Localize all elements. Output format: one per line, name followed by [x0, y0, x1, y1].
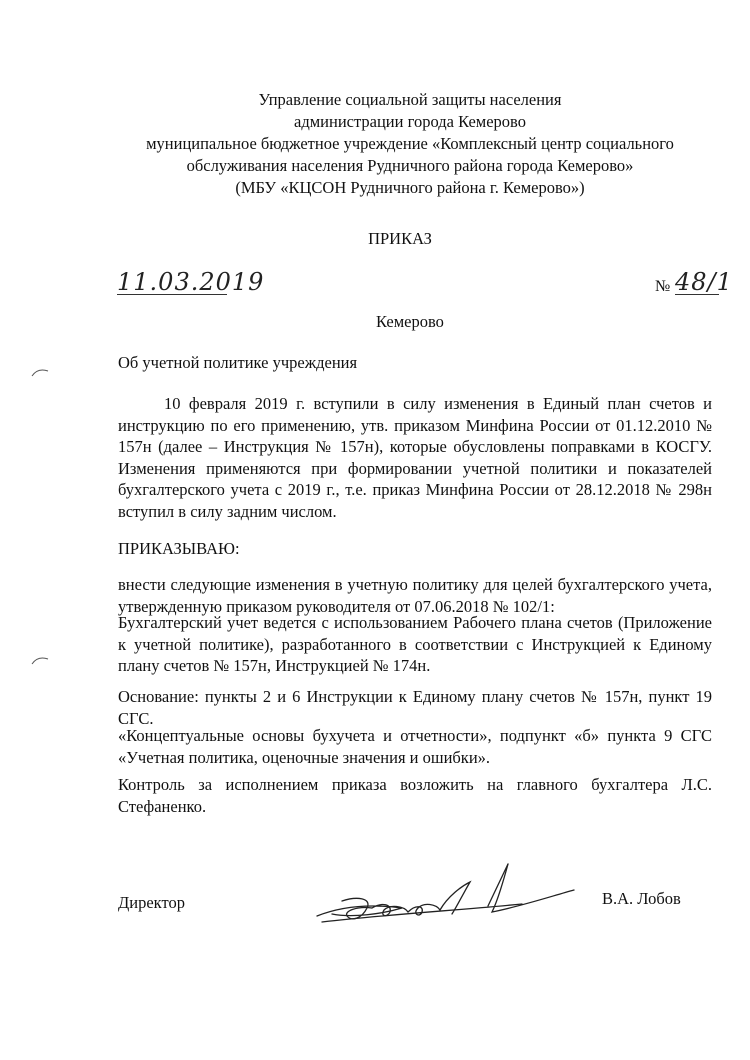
paragraph-changes: внести следующие изменения в учетную политику для целей бухгалтерского учета, утвержденную приказом руководителя от 07.06.2018 № 102/1:	[118, 575, 712, 616]
paragraph-control: Контроль за исполнением приказа возложить на главного бухгалтера Л.С. Стефаненко.	[118, 775, 712, 816]
signatory-name: В.А. Лобов	[602, 889, 681, 908]
paragraph-basis: Основание: пункты 2 и 6 Инструкции к Единому плану счетов № 157н, пункт 19 СГС.	[118, 687, 712, 728]
date-underline	[117, 294, 227, 295]
header-line-1: Управление социальной защиты населения	[258, 90, 562, 109]
document-title: ПРИКАЗ	[368, 229, 432, 248]
order-date-field	[117, 268, 265, 296]
paragraph-chart-of-accounts: Бухгалтерский учет ведется с использованием Рабочего плана счетов (Приложение к учетной политике), разработанного в соответствии с Инструкцией к Единому плану счетов № 157н, Инструкцией № 174н.	[118, 613, 712, 675]
scan-edge-mark	[30, 656, 50, 666]
order-date: 11.03.2019	[117, 268, 265, 296]
header-line-3: муниципальное бюджетное учреждение «Комплексный центр социального	[146, 134, 674, 153]
header-line-4: обслуживания населения Рудничного района города Кемерово»	[186, 156, 634, 175]
paragraph-basis-continued: «Концептуальные основы бухучета и отчетности», подпункт «б» пункта 9 СГС «Учетная политика, оценочные значения и ошибки».	[118, 726, 712, 767]
order-word: ПРИКАЗЫВАЮ:	[118, 539, 240, 558]
header-line-5: (МБУ «КЦСОН Рудничного района г. Кемерово»)	[235, 178, 585, 197]
city: Кемерово	[376, 312, 444, 331]
organization-header	[60, 89, 750, 199]
scan-edge-mark	[30, 368, 50, 378]
number-underline	[675, 294, 719, 295]
signatory-position: Директор	[118, 893, 185, 912]
handwritten-signature	[312, 856, 582, 936]
header-line-2: администрации города Кемерово	[294, 112, 526, 131]
number-label: №	[655, 278, 671, 295]
paragraph-preamble: 10 февраля 2019 г. вступили в силу изменения в Единый план счетов и инструкцию по его применению, утв. приказом Минфина России от 01.12.2010 № 157н (далее – Инструкция № 157н), которые обусловлены поправками в КОСГУ. Изменения применяются при формировании учетной политики и показателей бухгалтерского учета с 2019 г., т.е. приказ Минфина России от 28.12.2018 № 298н вступил в силу задним числом.	[118, 394, 712, 521]
order-number: 48/1	[675, 268, 733, 296]
subject: Об учетной политике учреждения	[118, 353, 358, 372]
